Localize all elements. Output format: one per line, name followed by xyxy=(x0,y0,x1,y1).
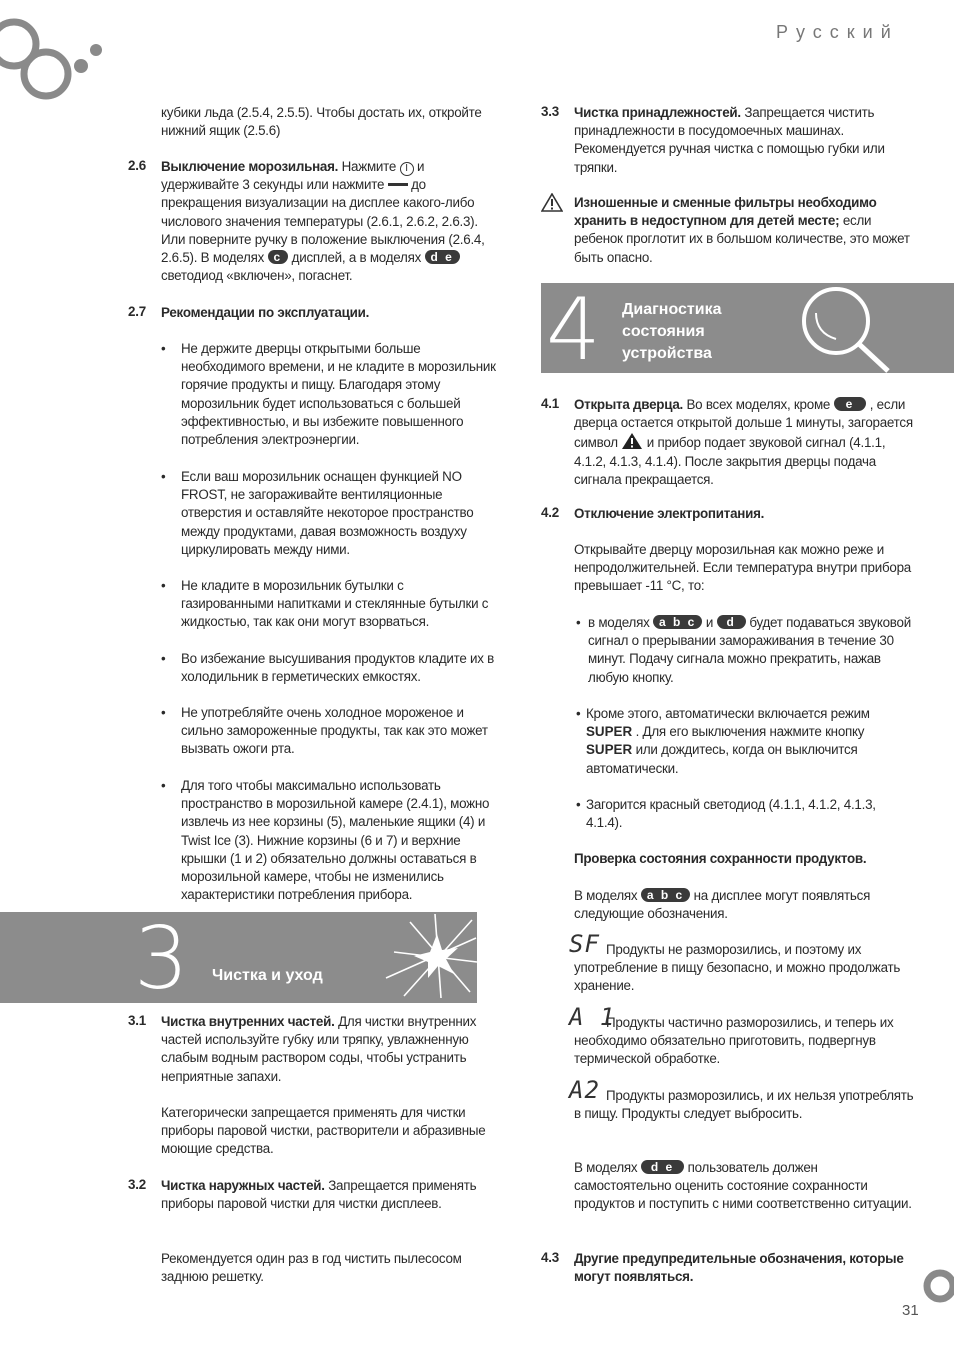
warning-bold: Изношенные и сменные фильтры необходимо хранить в недоступном для детей месте; xyxy=(574,195,877,229)
model-badge: e xyxy=(834,397,867,411)
section-2-6-text xyxy=(161,158,496,285)
model-badge: a b c xyxy=(653,615,702,629)
list-item xyxy=(161,704,496,759)
text-run: если ребенок проглотит их в большом количестве, это может быть опасно. xyxy=(574,213,910,265)
band-title-line: устройства xyxy=(622,345,712,362)
list-item xyxy=(161,468,496,559)
bullet: • xyxy=(161,578,166,593)
model-badge: d e xyxy=(425,250,460,264)
section-band-3 xyxy=(0,909,477,1009)
section-number: 3.3 xyxy=(541,104,560,119)
brand-circles-logo xyxy=(0,18,110,108)
model-badge: d e xyxy=(641,1160,684,1174)
sparkle-icon xyxy=(380,912,477,1003)
text-run: Запрещается чистить принадлежности в посудомоечных машинах. Рекомендуется ручная чистка с помощью губки или тряпки. xyxy=(574,105,885,175)
text-run: и прибор подает звуковой сигнал (4.1.1, 4.1.2, 4.1.3, 4.1.4). После закрытия дверцы подача сигнала прекращается. xyxy=(574,435,886,487)
bullet-text xyxy=(586,705,911,778)
power-icon: I xyxy=(400,162,414,176)
bullet-text: Не употребляйте очень холодное мороженое и сильно замороженные продукты, так как это может вызвать ожоги рта. xyxy=(181,705,488,757)
text-run: до прекращения визуализации на дисплее какого-либо числового значения температуры (2.6.1, 2.6.2, 2.6.3). Или поверните ручку в положение выключения (2.6.4, 2.6.5). В моделях xyxy=(161,177,485,266)
section-3-2-text xyxy=(161,1177,496,1213)
bullet-text xyxy=(588,614,911,687)
code-description: Продукты разморозились, и их нельзя употреблять в пищу. Продукты следует выбросить. xyxy=(574,1088,914,1122)
list-item xyxy=(161,777,496,904)
section-4-1-text xyxy=(574,396,914,489)
page-number: 31 xyxy=(902,1302,919,1319)
band-title xyxy=(622,299,722,365)
section-title: Рекомендации по эксплуатации. xyxy=(161,305,370,320)
intro-paragraph: кубики льда (2.5.4, 2.5.5). Чтобы достать их, откройте нижний ящик (2.5.6) xyxy=(161,105,482,139)
section-number: 2.6 xyxy=(128,158,147,173)
text-run: светодиод «включен», погаснет. xyxy=(161,268,353,284)
section-title: Отключение электропитания. xyxy=(574,506,765,521)
text-run: или дождитесь, когда он выключится автоматически. xyxy=(586,742,858,776)
display-code: A2 xyxy=(569,1076,600,1104)
super-label: SUPER xyxy=(586,724,633,740)
code-description: Продукты частично разморозились, и теперь их необходимо обязательно приготовить, подвергнув термической обработке. xyxy=(574,1015,894,1067)
language-label: Русский xyxy=(776,22,899,42)
paragraph: Рекомендуется один раз в год чистить пылесосом заднюю решетку. xyxy=(161,1251,462,1285)
check-title: Проверка состояния сохранности продуктов. xyxy=(574,851,867,866)
warning-text xyxy=(574,194,914,267)
text-run: в моделях xyxy=(588,615,653,630)
section-number: 4.1 xyxy=(541,396,560,411)
bullet-text: Не держите дверцы открытыми больше необходимого времени, и не кладите в морозильник горячие продукты и пищу. Благодаря этому морозильник будет использоваться с большей эффективностью, и вы избежите повышенного потребления электроэнергии. xyxy=(181,341,496,448)
section-title: Открыта дверца. xyxy=(574,397,684,412)
band-number: 4 xyxy=(546,280,601,380)
section-title: Выключение морозильная. xyxy=(161,159,339,174)
section-3-3-text xyxy=(574,104,914,177)
bullet-text: Загорится красный светодиод (4.1.1, 4.1.2, 4.1.3, 4.1.4). xyxy=(586,797,876,831)
text-run: Во всех моделях, кроме xyxy=(683,397,834,412)
list-item xyxy=(576,796,911,832)
bullet-text: Во избежание высушивания продуктов кладите их в холодильник в герметических емкостях. xyxy=(181,651,495,685)
text-run: В моделях xyxy=(574,1160,641,1175)
bullet: • xyxy=(161,469,166,484)
section-number: 3.2 xyxy=(128,1177,147,1192)
circle-logo-icon xyxy=(920,1266,954,1306)
paragraph: Открывайте дверцу морозильная как можно реже и непродолжительней. Если температура внутри прибора превышает -11 °C, то: xyxy=(574,542,911,594)
section-number: 2.7 xyxy=(128,304,147,319)
list-item xyxy=(161,340,496,449)
section-title: Чистка наружных частей. xyxy=(161,1178,325,1193)
warning-triangle-icon xyxy=(621,432,643,450)
list-item xyxy=(161,577,496,632)
section-number: 4.2 xyxy=(541,505,560,520)
list-item xyxy=(576,705,911,778)
band-number: 3 xyxy=(134,909,189,1009)
display-code: SF xyxy=(569,930,600,958)
bullet-text: Для того чтобы максимально использовать пространство в морозильной камере (2.4.1), можно извлечь из нее корзины (5), маленькие ящики (4) и Twist Ice (3). Нижние корзины (6 и 7) и верхние крышки (1 и 2) обязательно должны оставаться в морозильной камере, чтобы не изменились характеристики потребления прибора. xyxy=(181,778,490,903)
band-title-line: Диагностика xyxy=(622,301,722,318)
text-run: Запрещается применять приборы паровой чистки для чистки дисплеев. xyxy=(161,1178,477,1212)
text-run: на дисплее могут появляться следующие обозначения. xyxy=(574,888,871,922)
text-run: и удерживайте 3 секунды или нажмите xyxy=(161,159,425,193)
list-item xyxy=(161,650,496,686)
text-run: Для чистки внутренних частей используйте губку или тряпку, увлажненную слабым водным раствором соды, чтобы устранить неприятные запахи. xyxy=(161,1014,477,1084)
text-run: пользователь должен самостоятельно оценить состояние сохранности продуктов и поступить с ними соответственно ситуации. xyxy=(574,1160,912,1212)
section-title: Другие предупредительные обозначения, которые могут появляться. xyxy=(574,1251,904,1285)
paragraph: Категорически запрещается применять для чистки приборы паровой чистки, растворители и абразивные моющие средства. xyxy=(161,1105,486,1157)
text-run: . Для его выключения нажмите кнопку xyxy=(632,724,865,740)
band-title-line: состояния xyxy=(622,323,705,340)
super-label: SUPER xyxy=(586,742,633,758)
section-3-1-text xyxy=(161,1013,496,1086)
model-badge: c xyxy=(268,250,289,264)
section-number: 3.1 xyxy=(128,1013,147,1028)
paragraph xyxy=(574,1159,914,1214)
text-run: , если дверца остается открытой дольше 1 минуты, загорается символ xyxy=(574,397,913,451)
model-badge: d xyxy=(717,615,746,629)
section-number: 4.3 xyxy=(541,1250,560,1265)
bullet: • xyxy=(161,341,166,356)
minus-button-icon xyxy=(388,183,408,186)
bullet: • xyxy=(161,705,166,720)
bullet: • xyxy=(576,706,581,721)
warning-triangle-icon xyxy=(541,193,563,212)
paragraph xyxy=(574,887,914,923)
text-run: и xyxy=(702,615,717,630)
text-run: В моделях xyxy=(574,888,641,903)
code-description: Продукты не разморозились, и поэтому их употребление в пищу безопасно, и можно продолжать хранение. xyxy=(574,942,901,994)
list-item xyxy=(576,614,911,687)
section-title: Чистка принадлежностей. xyxy=(574,105,741,120)
model-badge: a b c xyxy=(641,888,690,902)
text-run: будет подаваться звуковой сигнал о прерывании замораживания в течение 30 минут. Подачу сигнала можно прекратить, нажав любую кнопку. xyxy=(588,615,911,685)
bullet: • xyxy=(161,651,166,666)
text-run: Кроме этого, автоматически включается режим xyxy=(586,706,870,721)
section-band-4 xyxy=(541,280,954,380)
display-code: A 1 xyxy=(569,1003,616,1031)
bullet: • xyxy=(161,778,166,793)
bullet: • xyxy=(576,797,581,812)
section-title: Чистка внутренних частей. xyxy=(161,1014,335,1029)
text-run: Нажмите xyxy=(338,159,400,174)
bullet: • xyxy=(576,615,581,630)
band-title: Чистка и уход xyxy=(212,967,323,984)
bullet-text: Не кладите в морозильник бутылки с газированными напитками и стеклянные бутылки с жидкостью, так как они могут взорваться. xyxy=(181,578,489,630)
text-run: дисплей, а в моделях xyxy=(288,250,425,266)
magnifier-icon xyxy=(796,285,906,373)
bullet-text: Если ваш морозильник оснащен функцией NO FROST, не загораживайте вентиляционные отверстия и оставляйте некоторое пространство между продуктами, давая возможность воздуху циркулировать между ними. xyxy=(181,469,474,557)
